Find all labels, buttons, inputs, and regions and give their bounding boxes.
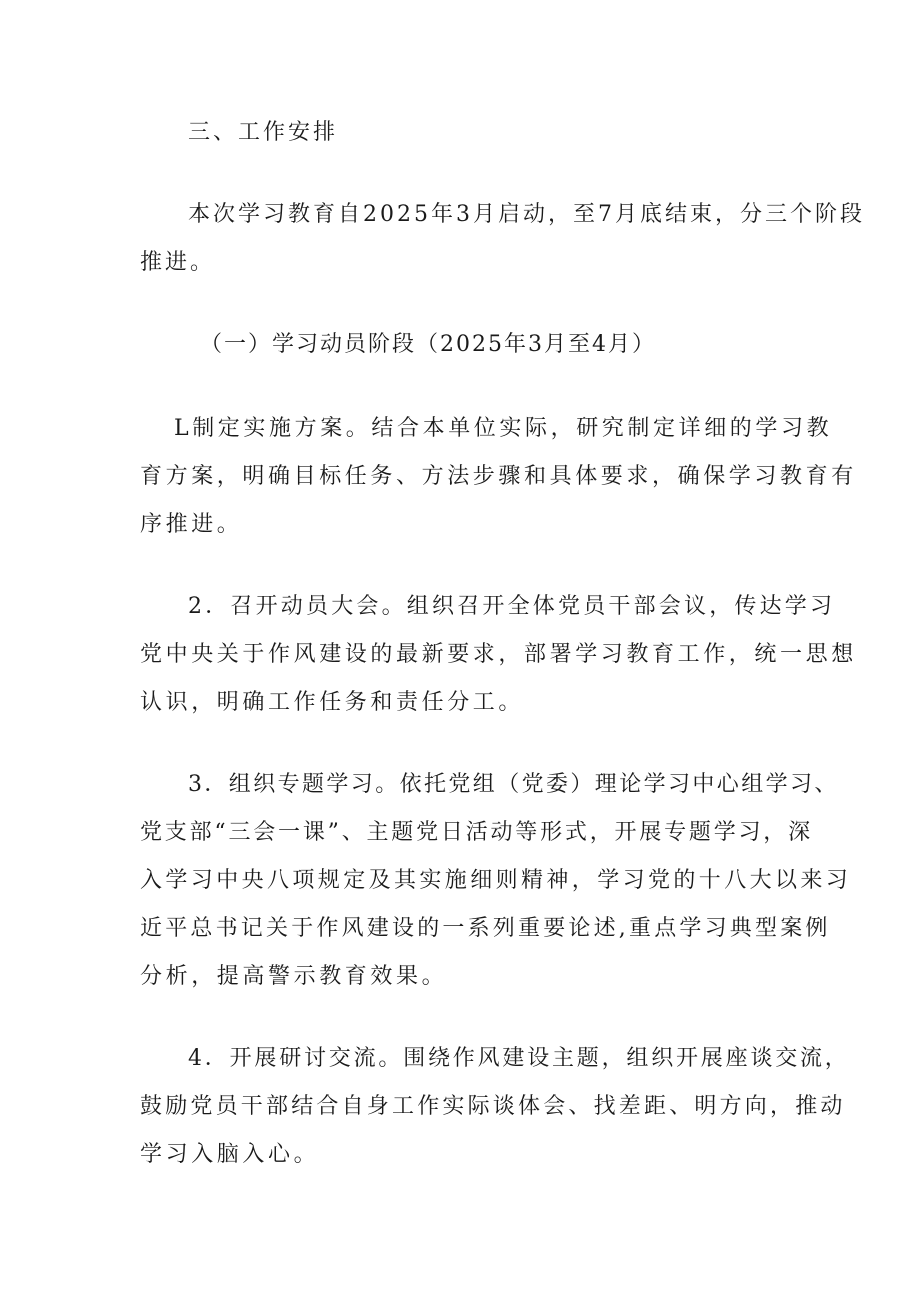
paragraph-line: 入学习中央八项规定及其实施细则精神，学习党的十八大以来习 [140,868,852,893]
paragraph-line: 序推进。 [140,512,243,537]
phase-heading: （一）学习动员阶段（2025年3月至4月） [200,332,656,357]
paragraph-line: 3．组织专题学习。依托党组（党委）理论学习中心组学习、 [188,772,839,797]
paragraph-line: L制定实施方案。结合本单位实际，研究制定详细的学习教 [174,416,833,441]
paragraph-line: 学习入脑入心。 [140,1142,320,1167]
paragraph-line: 党中央关于作风建设的最新要求，部署学习教育工作，统一思想 [140,642,857,667]
paragraph-line: 鼓励党员干部结合自身工作实际谈体会、找差距、明方向，推动 [140,1094,846,1119]
paragraph-line: 近平总书记关于作风建设的一系列重要论述,重点学习典型案例 [140,916,831,941]
section-heading: 三、工作安排 [188,120,339,145]
paragraph-line: 4．开展研讨交流。围绕作风建设主题，组织开展座谈交流， [188,1046,850,1071]
paragraph-line: 育方案，明确目标任务、方法步骤和具体要求，确保学习教育有 [140,464,857,489]
paragraph-line: 分析，提高警示教育效果。 [140,964,448,989]
paragraph-line: 本次学习教育自2025年3月启动，至7月底结束，分三个阶段 [188,202,865,227]
paragraph-line: 推进。 [140,250,216,275]
paragraph-line: 2．召开动员大会。组织召开全体党员干部会议，传达学习 [188,594,836,619]
paragraph-line: 认识，明确工作任务和责任分工。 [140,690,525,715]
paragraph-line: 党支部“三会一课”、主题党日活动等形式，开展专题学习，深 [140,820,813,845]
